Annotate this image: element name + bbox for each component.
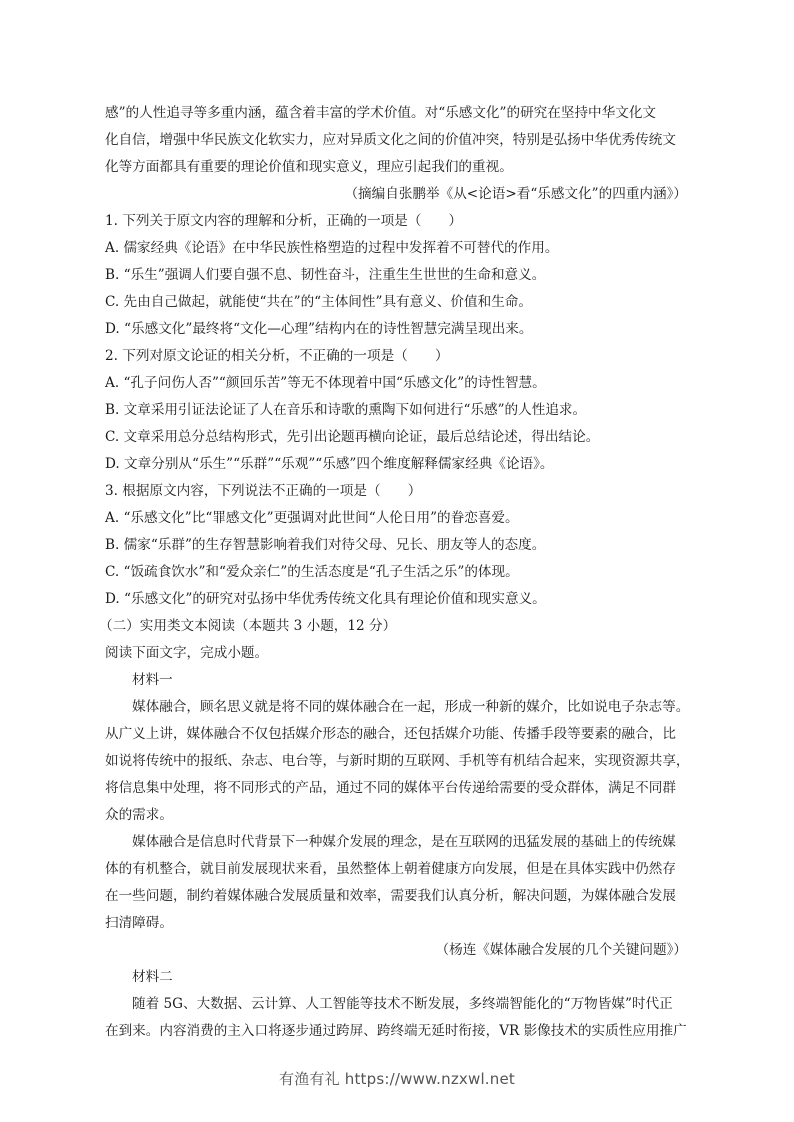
paragraph-line: 众的需求。 xyxy=(105,807,173,823)
option-b: B. 文章采用引证法论证了人在音乐和诗歌的熏陶下如何进行“乐感”的人性追求。 xyxy=(105,402,587,418)
option-c: C. 文章采用总分总结构形式，先引出论题再横向论证，最后总结论述，得出结论。 xyxy=(105,429,600,445)
passage-tail xyxy=(105,100,691,208)
material-paragraph xyxy=(105,829,691,937)
question-1 xyxy=(105,208,691,343)
option-d: D. 文章分别从“乐生”“乐群”“乐观”“乐感”四个维度解释儒家经典《论语》。 xyxy=(105,456,554,472)
option-a: A. “孔子问伤人否”“颜回乐苦”等无不体现着中国“乐感文化”的诗性智慧。 xyxy=(105,375,546,391)
passage-source: （摘编自张鹏举《从<论语>看“乐感文化”的四重内涵》） xyxy=(344,186,687,202)
passage-line: 感”的人性追寻等多重内涵，蕴含着丰富的学术价值。对“乐感文化”的研究在坚持中华文化文 xyxy=(105,105,657,121)
watermark-footer: 有渔有礼 https://www.nzxwl.net xyxy=(278,1070,515,1088)
document-page xyxy=(99,100,691,1045)
material-title: 材料二 xyxy=(132,969,173,985)
option-c: C. 先由自己做起，就能使“共在”的“主体间性”具有意义、价值和生命。 xyxy=(105,294,532,310)
question-2 xyxy=(105,343,691,478)
option-d: D. “乐感文化”最终将“文化—心理”结构内在的诗性智慧完满呈现出来。 xyxy=(105,321,533,337)
paragraph-line: 从广义上讲，媒体融合不仅包括媒介形态的融合，还包括媒介功能、传播手段等要素的融合，比 xyxy=(105,726,676,742)
material-title: 材料一 xyxy=(132,672,173,688)
option-a: A. 儒家经典《论语》在中华民族性格塑造的过程中发挥着不可替代的作用。 xyxy=(105,240,559,256)
question-3 xyxy=(105,478,691,613)
paragraph-line: 随着 5G、大数据、云计算、人工智能等技术不断发展，多终端智能化的“万物皆媒”时代正 xyxy=(132,996,673,1012)
paragraph-line: 在到来。内容消费的主入口将逐步通过跨屏、跨终端无延时衔接，VR 影像技术的实质性应用推广 xyxy=(105,1023,687,1039)
material-source: （杨连《媒体融合发展的几个关键问题》） xyxy=(435,942,687,958)
paragraph-line: 媒体融合，顾名思义就是将不同的媒体融合在一起，形成一种新的媒介，比如说电子杂志等。 xyxy=(132,699,690,715)
material-1 xyxy=(105,667,691,964)
paragraph-line: 如说将传统中的报纸、杂志、电台等，与新时期的互联网、手机等有机结合起来，实现资源共享， xyxy=(105,753,690,769)
question-stem: 1. 下列关于原文内容的理解和分析，正确的一项是（ ） xyxy=(105,213,463,229)
paragraph-line: 扫清障碍。 xyxy=(105,915,173,931)
section-instruction: 阅读下面文字，完成小题。 xyxy=(105,645,269,661)
passage-line: 化自信，增强中华民族文化软实力，应对异质文化之间的价值冲突，特别是弘扬中华优秀传统文 xyxy=(105,132,676,148)
question-stem: 2. 下列对原文论证的相关分析，不正确的一项是（ ） xyxy=(105,348,449,364)
paragraph-line: 将信息集中处理，将不同形式的产品，通过不同的媒体平台传递给需要的受众群体，满足不同群 xyxy=(105,780,676,796)
paragraph-line: 体的有机整合，就目前发展现状来看，虽然整体上朝着健康方向发展，但是在具体实践中仍然存 xyxy=(105,861,676,877)
paragraph-line: 媒体融合是信息时代背景下一种媒介发展的理念，是在互联网的迅猛发展的基础上的传统媒 xyxy=(132,834,676,850)
material-paragraph xyxy=(105,694,691,829)
material-2 xyxy=(105,964,691,1045)
question-stem: 3. 根据原文内容，下列说法不正确的一项是（ ） xyxy=(105,483,422,499)
option-c: C. “饭疏食饮水”和“爱众亲仁”的生活态度是“孔子生活之乐”的体现。 xyxy=(105,564,519,580)
passage-line: 化等方面都具有重要的理论价值和现实意义，理应引起我们的重视。 xyxy=(105,159,513,175)
section-2 xyxy=(99,613,691,1045)
section-heading: （二）实用类文本阅读（本题共 3 小题，12 分） xyxy=(99,618,397,634)
option-b: B. “乐生”强调人们要自强不息、韧性奋斗，注重生生世世的生命和意义。 xyxy=(105,267,546,283)
paragraph-line: 在一些问题，制约着媒体融合发展质量和效率，需要我们认真分析，解决问题，为媒体融合发展 xyxy=(105,888,676,904)
option-b: B. 儒家“乐群”的生存智慧影响着我们对待父母、兄长、朋友等人的态度。 xyxy=(105,537,546,553)
option-d: D. “乐感文化”的研究对弘扬中华优秀传统文化具有理论价值和现实意义。 xyxy=(105,591,546,607)
option-a: A. “乐感文化”比“罪感文化”更强调对此世间“人伦日用”的眷恋喜爱。 xyxy=(105,510,519,526)
